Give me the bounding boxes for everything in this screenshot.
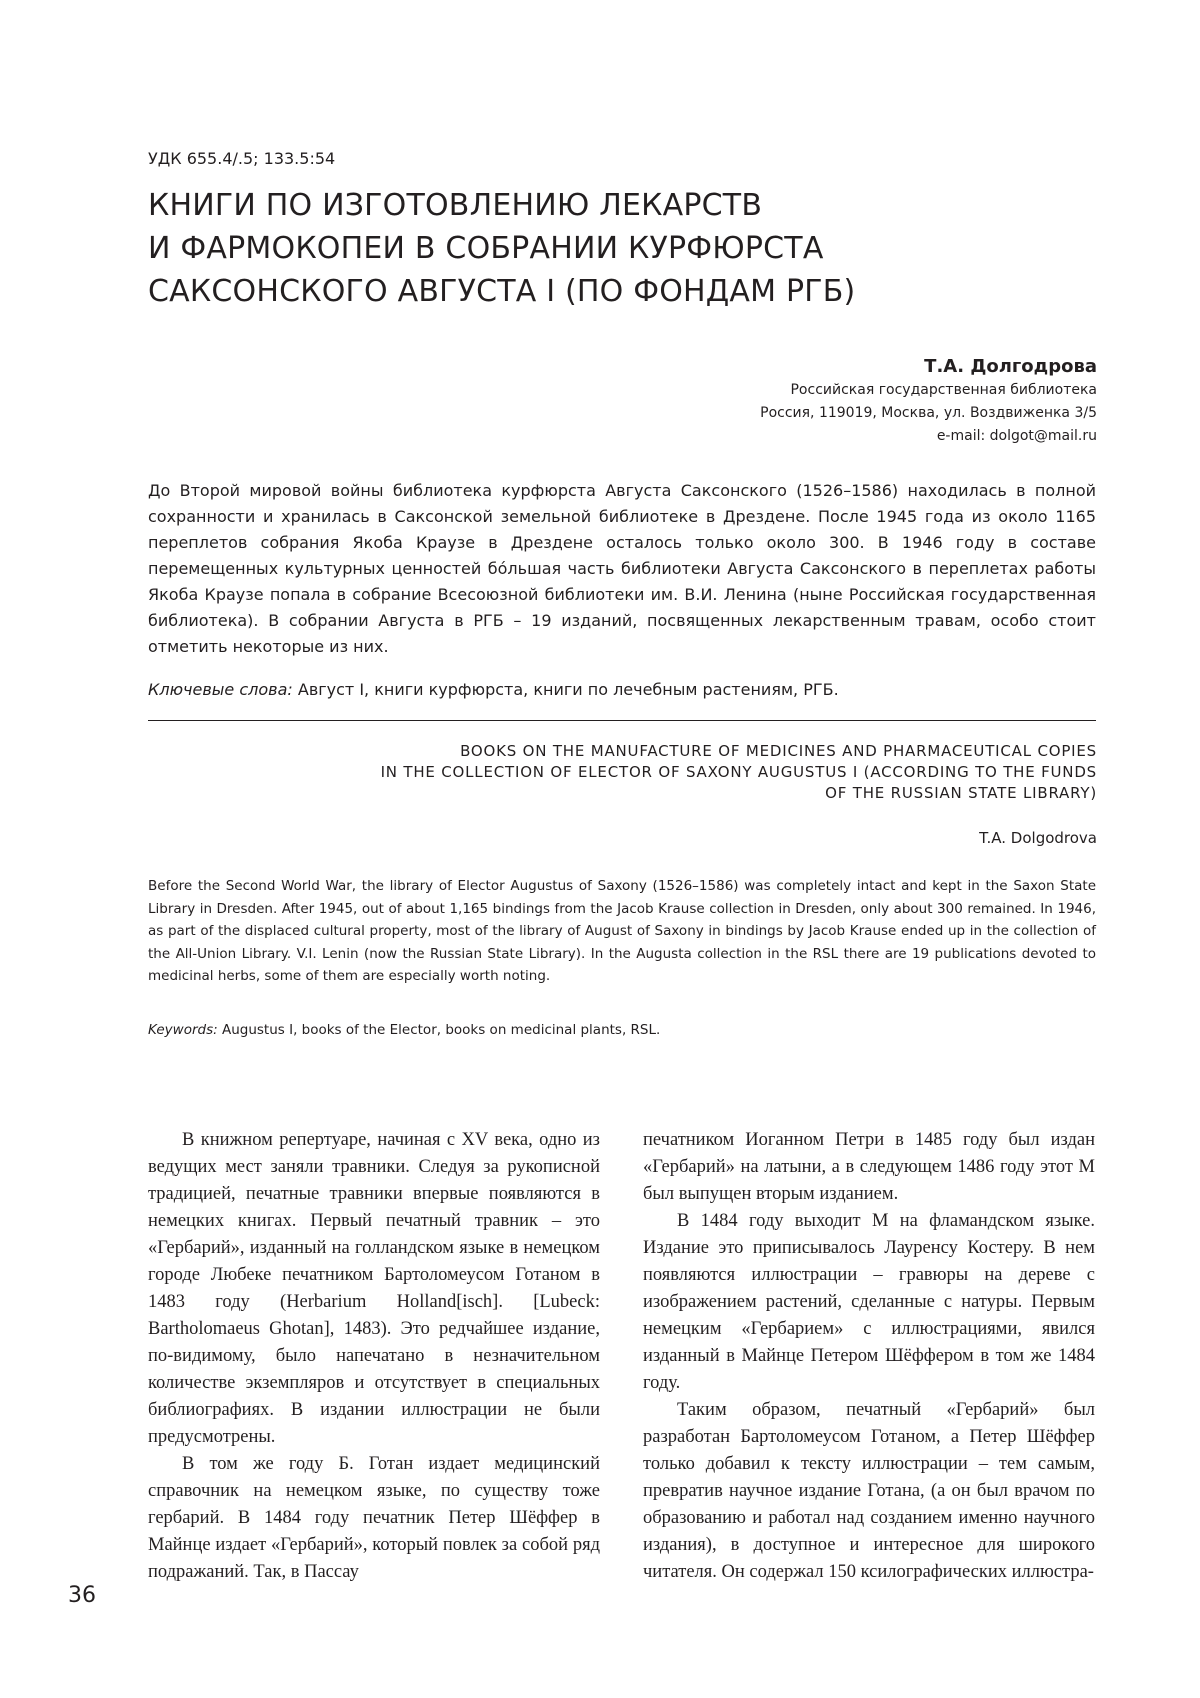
body-paragraph: В том же году Б. Готан издает медицинский справочник на немецком языке, по существу тоже гербарий. В 1484 году печатник Петер Шёффер в Майнце издает «Гербарий», который повлек за собой ряд подражаний. Так, в Пассау bbox=[148, 1454, 600, 1582]
title-en-line: BOOKS ON THE MANUFACTURE OF MEDICINES AND PHARMACEUTICAL COPIES bbox=[460, 742, 1097, 760]
author-affiliation: Российская государственная библиотека bbox=[790, 382, 1097, 398]
keywords-en bbox=[148, 1019, 1096, 1041]
author-email: e-mail: dolgot@mail.ru bbox=[936, 428, 1097, 444]
abstract-ru bbox=[148, 478, 1096, 660]
body-paragraph: В 1484 году выходит М на фламандском языке. Издание это приписывалось Лауренсу Костеру. В нем появляются иллюстрации – гравюры на дереве с изображением растений, сделанные с натуры. Первым немецким «Гербарием» с иллюстрациями, явился изданный в Майнце Петером Шёффером в том же 1484 году. bbox=[643, 1211, 1095, 1393]
udc-code: УДК 655.4/.5; 133.5:54 bbox=[148, 149, 336, 168]
abstract-ru-text: До Второй мировой войны библиотека курфюрста Августа Саксонского (1526–1586) находилась в полной сохранности и хранилась в Саксонской земельной библиотеке в Дрездене. После 1945 года из около 1165 переплетов собрания Якоба Краузе в Дрездене осталось только около 300. В 1946 году в составе перемещенных культурных ценностей бóльшая часть библиотеки Августа Саксонского в переплетах работы Якоба Краузе попала в собрание Всесоюзной библиотеки им. В.И. Ленина (ныне Российская государственная библиотека). В собрании Августа в РГБ – 19 изданий, посвященных лекарственным травам, особо стоит отметить некоторые из них. bbox=[148, 481, 1096, 656]
article-title-ru bbox=[148, 184, 1108, 313]
section-divider bbox=[148, 720, 1096, 721]
keywords-ru-text: Август I, книги курфюрста, книги по лечебным растениям, РГБ. bbox=[292, 680, 839, 699]
body-column-right bbox=[643, 1127, 1095, 1586]
author-block-ru bbox=[760, 355, 1097, 448]
body-paragraph: В книжном репертуаре, начиная с XV века, одно из ведущих мест заняли травники. Следуя за рукописной традицией, печатные травники впервые появляются в немецких книгах. Первый печатный травник – это «Гербарий», изданный на голландском языке в немецком городе Любеке печатником Бартоломеусом Готаном в 1483 году (Herbarium Holland[isch]. [Lubeck: Bartholomaeus Ghotan], 1483). Это редчайшее издание, по-видимому, было напечатано в незначительном количестве экземпляров и отсутствует в специальных библиографиях. В издании иллюстрации не были предусмотрены. bbox=[148, 1130, 600, 1447]
author-name-ru: Т.А. Долгодрова bbox=[924, 356, 1097, 377]
keywords-en-text: Augustus I, books of the Elector, books on medicinal plants, RSL. bbox=[217, 1022, 661, 1038]
page-number: 36 bbox=[68, 1583, 96, 1608]
article-title-en bbox=[381, 741, 1097, 804]
title-line: КНИГИ ПО ИЗГОТОВЛЕНИЮ ЛЕКАРСТВ bbox=[148, 188, 763, 223]
keywords-en-label: Keywords: bbox=[148, 1022, 218, 1038]
author-name-en: T.A. Dolgodrova bbox=[979, 829, 1097, 847]
abstract-en-text: Before the Second World War, the library of Elector Augustus of Saxony (1526–1586) was completely intact and kept in the Saxon State Library in Dresden. After 1945, out of about 1,165 bindings from the Jacob Krause collection in Dresden, only about 300 remained. In 1946, as part of the displaced cultural property, most of the library of August of Saxony in bindings by Jacob Krause ended up in the collection of the All-Union Library. V.I. Lenin (now the Russian State Library). In the Augusta collection in the RSL there are 19 publications devoted to medicinal herbs, some of them are especially worth noting. bbox=[148, 878, 1096, 984]
keywords-ru bbox=[148, 677, 1096, 703]
title-en-line: OF THE RUSSIAN STATE LIBRARY) bbox=[825, 784, 1097, 802]
abstract-en bbox=[148, 875, 1096, 988]
title-line: И ФАРМОКОПЕИ В СОБРАНИИ КУРФЮРСТА bbox=[148, 231, 824, 266]
body-paragraph: Таким образом, печатный «Гербарий» был разработан Бартоломеусом Готаном, а Петер Шёффер только добавил к тексту иллюстрации – тем самым, превратив научное издание Готана, (а он был врачом по образованию и работал над созданием именно научного издания), в доступное и интересное для широкого читателя. Он содержал 150 ксилографических иллюстра- bbox=[643, 1400, 1095, 1582]
author-address: Россия, 119019, Москва, ул. Воздвиженка 3/5 bbox=[760, 405, 1097, 421]
body-paragraph: печатником Иоганном Петри в 1485 году был издан «Гербарий» на латыни, а в следующем 1486 году этот М был выпущен вторым изданием. bbox=[643, 1130, 1095, 1204]
title-en-line: IN THE COLLECTION OF ELECTOR OF SAXONY AUGUSTUS I (ACCORDING TO THE FUNDS bbox=[380, 763, 1097, 781]
title-line: САКСОНСКОГО АВГУСТА I (ПО ФОНДАМ РГБ) bbox=[148, 274, 856, 309]
keywords-ru-label: Ключевые слова: bbox=[148, 680, 293, 699]
body-column-left bbox=[148, 1127, 600, 1586]
